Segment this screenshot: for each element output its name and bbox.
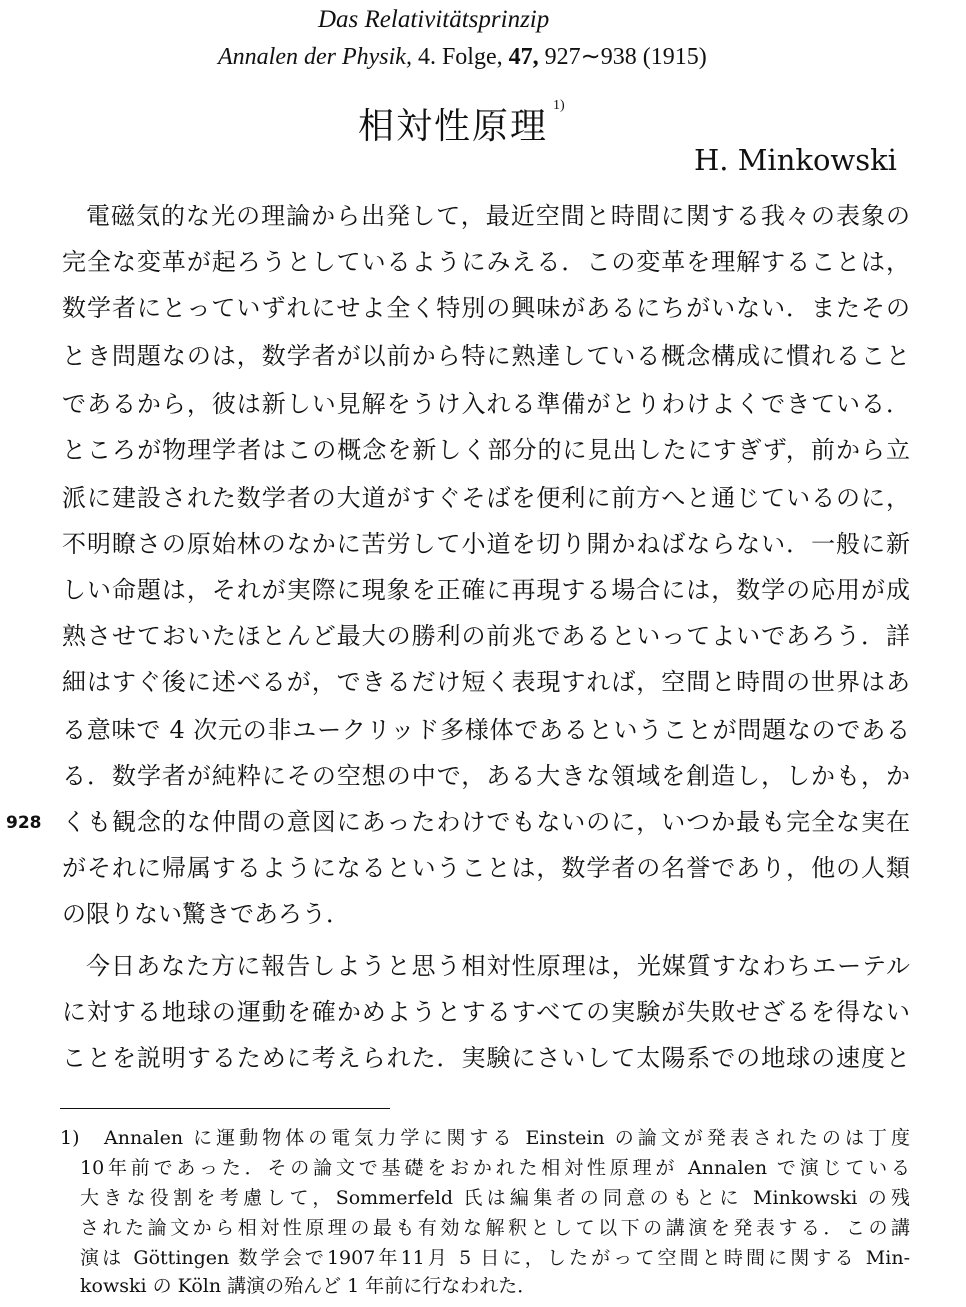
body-line: しい命題は，それが実際に現象を正確に再現する場合には，数学の応用が成 [62, 576, 910, 604]
footnote-line: Annalen に運動物体の電気力学に関する Einstein の論文が発表されたのは丁度 [104, 1127, 910, 1149]
body-line: とき問題なのは，数学者が以前から特に熟達している概念構成に慣れること [62, 342, 910, 370]
title-footnote-mark: 1) [553, 98, 565, 113]
footnote-line: された論文から相対性原理の最も有効な解釈として以下の講演を発表する．この講 [80, 1217, 910, 1239]
body-line: る意味で 4 次元の非ユークリッド多様体であるということが問題なのである [62, 716, 910, 744]
body-line: 数学者にとっていずれにせよ全く特別の興味があるにちがいない．またその [62, 294, 910, 322]
body-line: であるから，彼は新しい見解をうけ入れる準備がとりわけよくできている． [62, 390, 910, 418]
article-title: 相対性原理 [358, 106, 549, 147]
body-line: 完全な変革が起ろうとしているようにみえる．この変革を理解することは， [62, 248, 910, 276]
body-line: の限りない驚きであろう． [62, 900, 350, 928]
body-line: 電磁気的な光の理論から出発して，最近空間と時間に関する我々の表象の [86, 202, 910, 230]
footnote-line: 演は Göttingen 数学会で1907年11月 5 日に，したがって空間と時間に関する Min- [80, 1247, 910, 1269]
body-line: に対する地球の運動を確かめようとするすべての実験が失敗せざるを得ない [62, 998, 910, 1026]
journal-pages-year: 927∼938 (1915) [544, 44, 707, 70]
body-line: ことを説明するために考えられた．実験にさいして太陽系での地球の速度と [62, 1044, 910, 1072]
journal-folge: 4. Folge, [417, 44, 503, 70]
journal-name: Annalen der Physik, [218, 44, 412, 70]
body-line: 熟させておいたほとんど最大の勝利の前兆であるといってよいであろう．詳 [62, 622, 910, 650]
body-line: くも観念的な仲間の意図にあったわけでもないのに，いつか最も完全な実在 [62, 808, 910, 836]
author-name: H. Minkowski [694, 143, 897, 177]
journal-volume: 47, [508, 44, 539, 70]
body-line: 派に建設された数学者の大道がすぐそばを便利に前方へと通じているのに， [62, 484, 910, 512]
body-line: がそれに帰属するようになるということは，数学者の名誉であり，他の人類 [62, 854, 910, 882]
footnote-mark: 1) [60, 1127, 80, 1149]
footnote-line: 大きな役割を考慮して，Sommerfeld 氏は編集者の同意のもとに Minkowski の残 [80, 1187, 910, 1209]
footnote-rule [60, 1108, 390, 1109]
journal-citation [218, 42, 707, 71]
body-line: る．数学者が純粋にその空想の中で，ある大きな領域を創造し，しかも，か [62, 762, 910, 790]
footnote-line: 10年前であった．その論文で基礎をおかれた相対性原理が Annalen で演じている [80, 1157, 910, 1179]
body-line: 不明瞭さの原始林のなかに苦労して小道を切り開かねばならない．一般に新 [62, 530, 910, 558]
margin-page-number: 928 [6, 813, 42, 833]
footnote-line: kowski の Köln 講演の殆んど 1 年前に行なわれた． [80, 1275, 537, 1297]
body-line: 細はすぐ後に述べるが，できるだけ短く表現すれば，空間と時間の世界はあ [62, 668, 910, 696]
body-line: 今日あなた方に報告しようと思う相対性原理は，光媒質すなわちエーテル [86, 952, 910, 980]
body-line: ところが物理学者はこの概念を新しく部分的に見出したにすぎず，前から立 [62, 436, 910, 464]
running-title: Das Relativitätsprinzip [318, 6, 550, 33]
